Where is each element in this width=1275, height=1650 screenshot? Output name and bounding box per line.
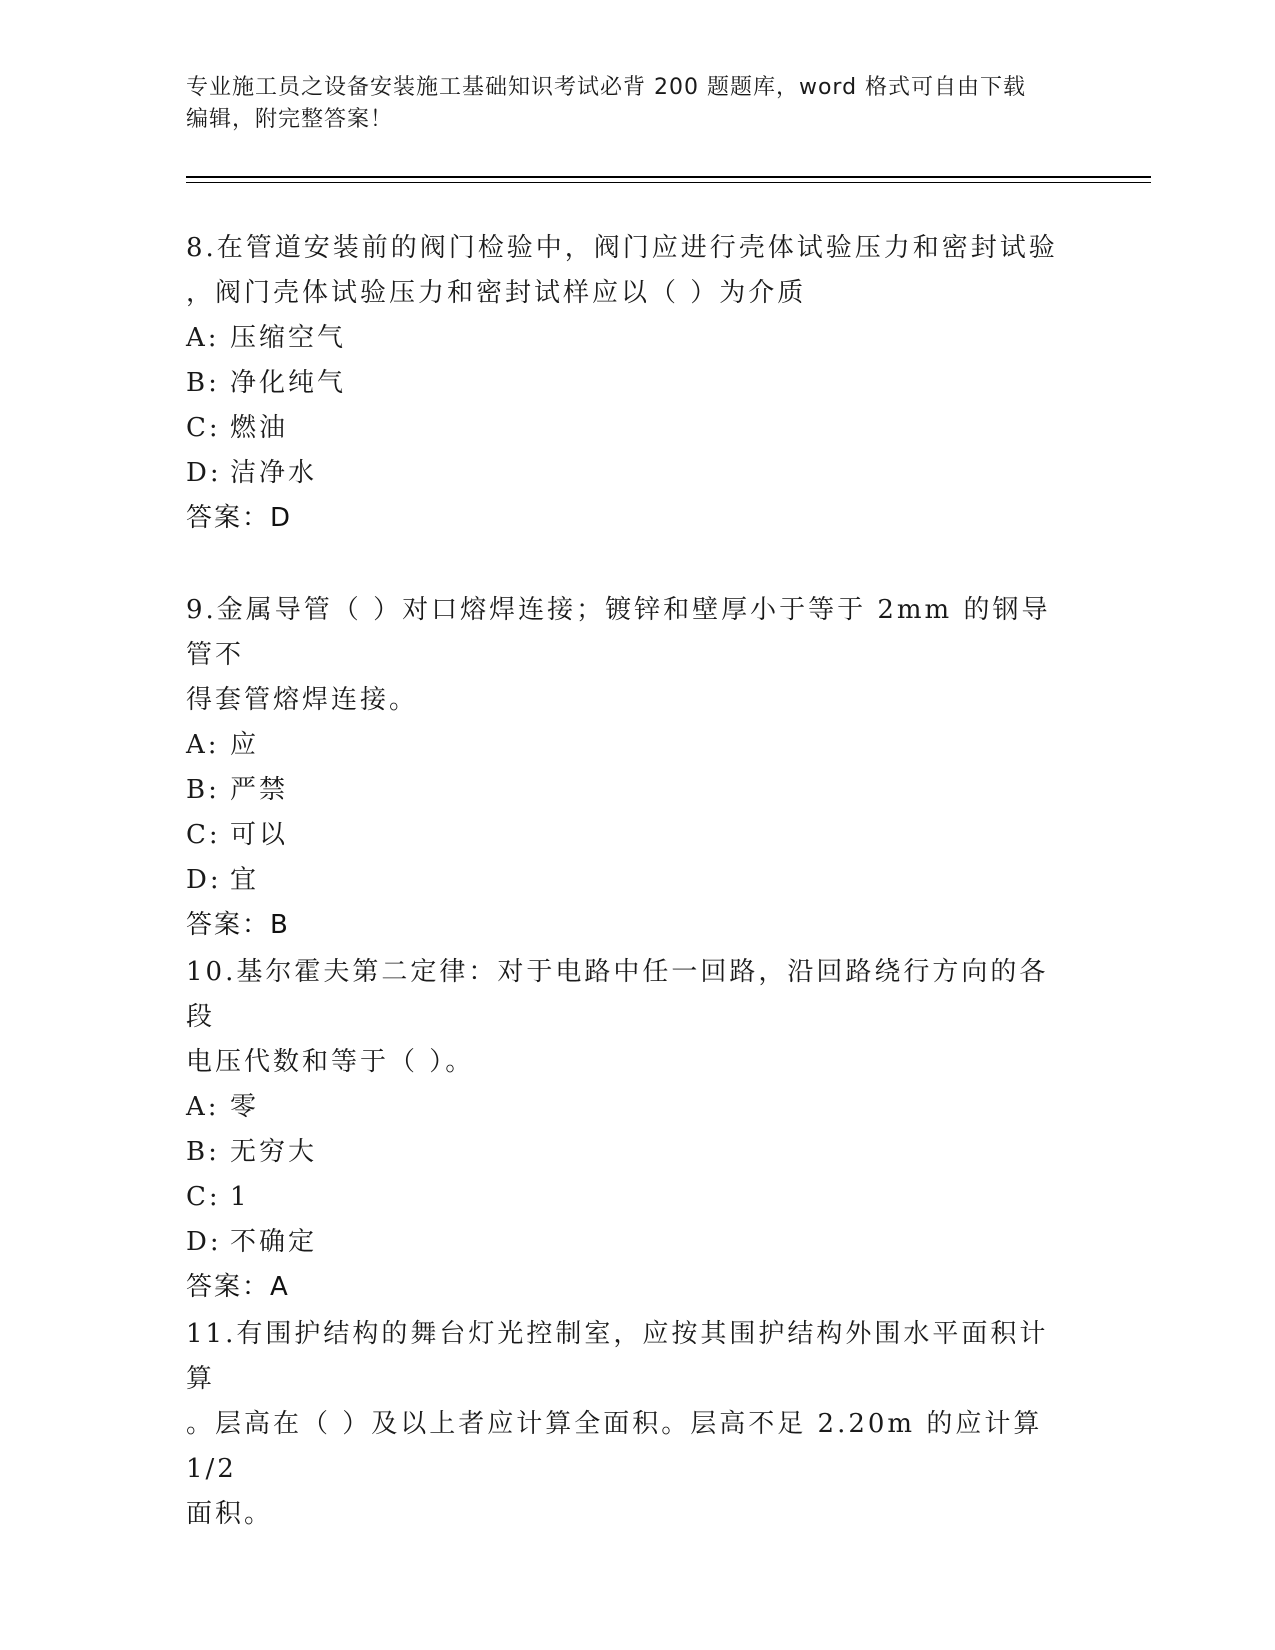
option-value: 应 <box>230 730 260 760</box>
option-value: 无穷大 <box>230 1137 318 1167</box>
option-key: B: <box>186 1137 220 1167</box>
option-key: C: <box>186 820 221 850</box>
option-d <box>186 451 1066 496</box>
question-text-line: 8.在管道安装前的阀门检验中，阀门应进行壳体试验压力和密封试验 <box>186 233 1058 263</box>
header-intro-line2: 编辑，附完整答案！ <box>186 107 394 132</box>
answer: 答案：B <box>186 910 290 940</box>
question-text-line: 面积。 <box>186 1499 274 1529</box>
option-b <box>186 1130 1066 1175</box>
option-key: A: <box>186 1092 220 1122</box>
option-a <box>186 723 1066 768</box>
question-text-line: 11.有围护结构的舞台灯光控制室，应按其围护结构外围水平面积计算 <box>186 1319 1049 1394</box>
option-key: D: <box>186 865 222 895</box>
document-header <box>186 72 1066 136</box>
option-key: D: <box>186 458 222 488</box>
option-c <box>186 406 1066 451</box>
question-text-line: 电压代数和等于（ ）。 <box>186 1047 475 1077</box>
answer: 答案：A <box>186 1272 290 1302</box>
question-text-line: 得套管熔焊连接。 <box>186 685 419 715</box>
answer: 答案：D <box>186 503 293 533</box>
option-value: 净化纯气 <box>230 368 347 398</box>
option-a <box>186 316 1066 361</box>
option-c <box>186 813 1066 858</box>
option-b <box>186 361 1066 406</box>
header-intro-line1: 专业施工员之设备安装施工基础知识考试必背 200 题题库，word 格式可自由下载 <box>186 75 1027 100</box>
option-value: 压缩空气 <box>230 323 347 353</box>
option-d <box>186 1220 1066 1265</box>
option-d <box>186 858 1066 903</box>
option-key: B: <box>186 775 220 805</box>
option-key: A: <box>186 730 220 760</box>
option-key: C: <box>186 413 221 443</box>
question-11 <box>186 1312 1066 1537</box>
question-8 <box>186 226 1066 541</box>
option-a <box>186 1085 1066 1130</box>
option-value: 宜 <box>230 865 260 895</box>
question-text-line: 10.基尔霍夫第二定律：对于电路中任一回路，沿回路绕行方向的各段 <box>186 957 1049 1032</box>
option-value: 零 <box>230 1092 260 1122</box>
option-value: 不确定 <box>230 1227 318 1257</box>
option-value: 燃油 <box>230 413 289 443</box>
question-text-line: 9.金属导管（ ）对口熔焊连接；镀锌和壁厚小于等于 2mm 的钢导管不 <box>186 595 1051 670</box>
option-key: A: <box>186 323 220 353</box>
option-key: D: <box>186 1227 222 1257</box>
option-key: C: <box>186 1182 221 1212</box>
option-value: 洁净水 <box>230 458 318 488</box>
question-9 <box>186 588 1066 948</box>
question-text-line: 。层高在（ ）及以上者应计算全面积。层高不足 2.20m 的应计算 1/2 <box>186 1409 1043 1484</box>
option-c <box>186 1175 1066 1220</box>
question-text-line: ，阀门壳体试验压力和密封试样应以（ ）为介质 <box>186 278 807 308</box>
option-b <box>186 768 1066 813</box>
option-value: 1 <box>230 1182 250 1212</box>
question-10 <box>186 950 1066 1310</box>
option-key: B: <box>186 368 220 398</box>
option-value: 严禁 <box>230 775 289 805</box>
header-divider-thin <box>186 182 1151 183</box>
option-value: 可以 <box>230 820 289 850</box>
header-divider-thick <box>186 176 1151 178</box>
